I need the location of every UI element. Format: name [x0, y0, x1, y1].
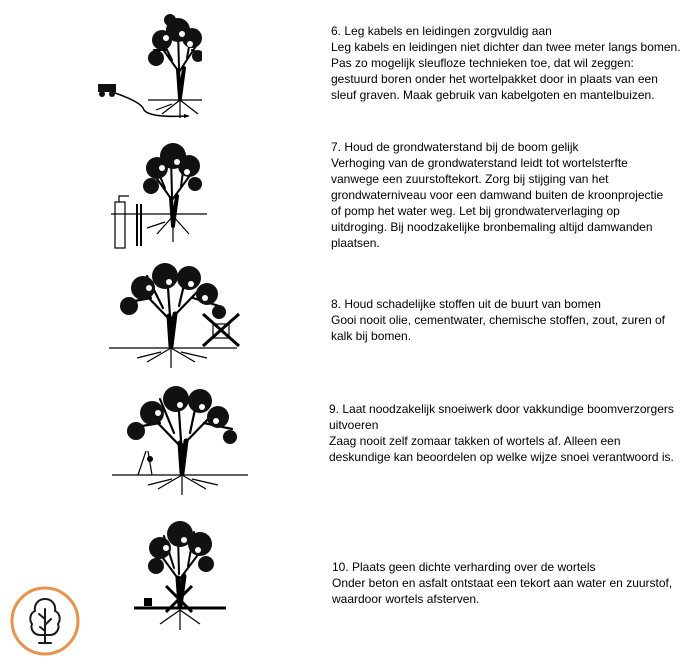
item-8-body: Gooi nooit olie, cementwater, chemische stoffen, zout, zuren of kalk bij bomen. [331, 313, 665, 343]
tree-logo-icon [9, 585, 81, 657]
item-10-body: Onder beton en asfalt ontstaat een tekort aan water en zuurstof, waardoor wortels afsterven. [332, 576, 673, 606]
tree-with-crossed-container-icon [107, 262, 247, 368]
item-9-body: Zaag nooit zelf zomaar takken of wortels af. Alleen een deskundige kan beoordelen op welke wijze snoei verantwoord is. [329, 434, 674, 464]
tree-with-boring-machine-icon [92, 10, 202, 122]
item-10-title: 10. Plaats geen dichte verharding over de wortels [332, 560, 596, 574]
item-8-title: 8. Houd schadelijke stoffen uit de buurt van bomen [331, 297, 601, 311]
item-6-body: Leg kabels en leidingen niet dichter dan twee meter langs bomen. Pas zo mogelijk sleufloze technieken toe, dat wil zeggen: gestuurd boren onder het wortelpakket door in plaats van een sleuf graven. Maak gebruik van kabelgoten en mantelbuizen. [331, 40, 681, 102]
item-9 [329, 401, 677, 465]
item-9-title: 9. Laat noodzakelijk snoeiwerk door vakkundige boomverzorgers uitvoeren [329, 402, 674, 432]
tree-with-damwall-icon [107, 138, 207, 250]
item-6-title: 6. Leg kabels en leidingen zorgvuldig aan [331, 24, 552, 38]
item-6 [331, 23, 681, 103]
tree-with-ladder-icon [110, 385, 250, 497]
item-8 [331, 296, 676, 344]
item-7-title: 7. Houd de grondwaterstand bij de boom gelijk [331, 140, 579, 154]
item-7 [331, 139, 676, 251]
item-7-body: Verhoging van de grondwaterstand leidt tot wortelsterfte vanwege een zuurstoftekort. Zorg bij stijging van het grondwaterniveau voor een damwand buiten de kroonprojectie of pomp het water weg. Let bij grondwaterverlaging op uitdroging. Bij noodzakelijke bronbemaling altijd damwanden plaatsen. [331, 156, 664, 250]
tree-with-crossed-pavement-icon [130, 520, 230, 630]
item-10 [332, 559, 677, 607]
